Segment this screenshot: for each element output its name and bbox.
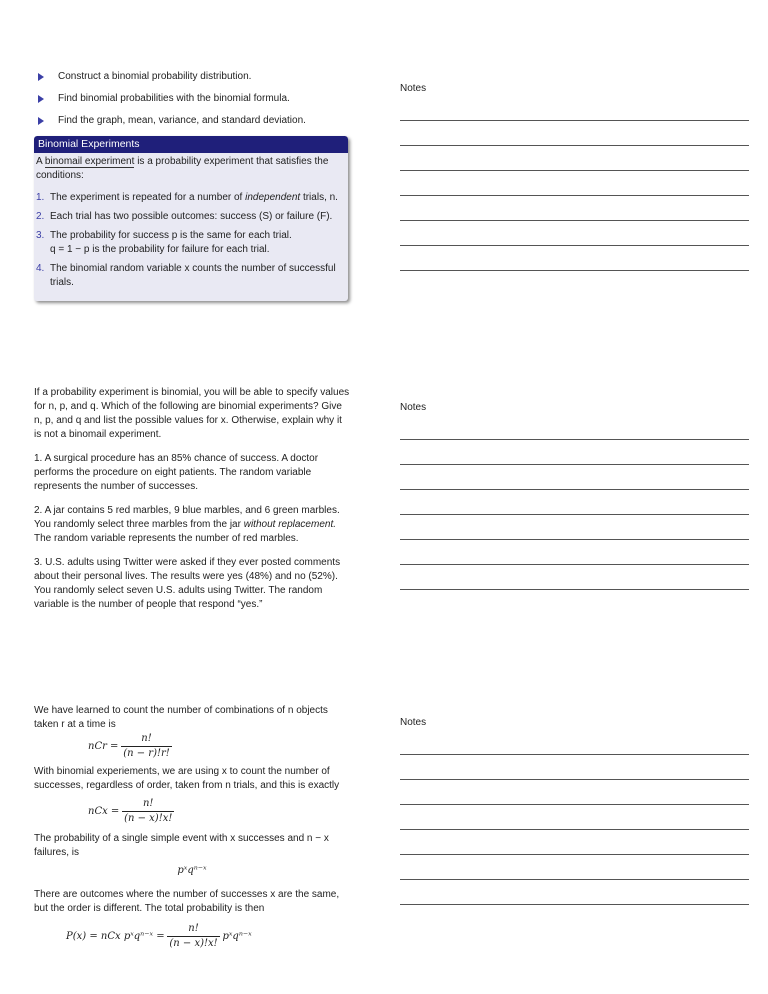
notes-line [400,589,749,590]
notes-line [400,564,749,565]
slide-2 [34,386,350,622]
notes-line [400,145,749,146]
formula-ncr: nCr = $\frac{n!}{(n - r)!r!}$ [88,733,170,759]
notes-line [400,829,749,830]
intro-paragraph: If a probability experiment is binomial, you will be able to specify values for n, p, and q. Which of the following are binomial experiments? Give n, p, and q and list the possible values for x. Otherwise, explain why it is not a binomail experiment. [34,387,350,440]
notes-line [400,754,749,755]
condition-item: 4. The binomial random variable x counts the number of successful trials. [36,263,336,288]
definition-block [34,136,348,301]
notes-label: Notes [400,717,427,728]
notes-line [400,220,749,221]
notes-line [400,779,749,780]
notes-line [400,120,749,121]
combinations-paragraph: We have learned to count the number of combinations of n objects taken r at a time is [34,705,328,730]
notes-section-3 [400,716,749,905]
notes-label: Notes [400,402,427,413]
goal-item: Find binomial probabilities with the binomial formula. [58,92,350,106]
goal-item: Find the graph, mean, variance, and standard deviation. [58,114,350,128]
formula-ncx: nCx = $\frac{n!}{(n - x)!x!}$ [88,798,173,824]
notes-line [400,489,749,490]
notes-line [400,195,749,196]
single-event-paragraph: The probability of a single simple event with x successes and n − x failures, is [34,833,329,858]
definition-term: binomail experiment [44,156,135,167]
triangle-bullet-icon [38,95,44,103]
notes-line [400,514,749,515]
notes-line [400,170,749,171]
notes-line [400,854,749,855]
binomial-count-paragraph: With binomial experiements, we are using x to count the number of successes, regardless of order, taken from n trials, and this is exactly [34,766,340,791]
block-title: Binomial Experiments [34,136,348,153]
total-probability-paragraph: There are outcomes where the number of successes x are the same, but the order is different. The total probability is then [34,889,340,914]
block-body [34,153,348,301]
triangle-bullet-icon [38,73,44,81]
formula-single-event: pˣqⁿ⁻ˣ [177,865,207,876]
condition-item: 2. Each trial has two possible outcomes: success (S) or failure (F). [36,211,333,222]
notes-line [400,464,749,465]
goals-list [34,70,350,128]
notes-line [400,904,749,905]
triangle-bullet-icon [38,117,44,125]
condition-item: 3. The probability for success p is the same for each trial. q = 1 − p is the probability for failure for each trial. [36,230,292,255]
notes-section-1 [400,82,749,271]
notes-line [400,539,749,540]
condition-item: 1. The experiment is repeated for a number of independent trials, n. [36,192,338,203]
slide-3 [34,704,350,951]
slide-1 [34,70,350,301]
question-1: 1. A surgical procedure has an 85% chance of success. A doctor performs the procedure on eight patients. The random variable represents the number of successes. [34,453,319,492]
goal-item: Construct a binomial probability distribution. [58,70,350,84]
notes-line [400,245,749,246]
notes-label: Notes [400,83,427,94]
question-3: 3. U.S. adults using Twitter were asked if they ever posted comments about their personal lives. The results were yes (48%) and no (52%). You randomly select seven U.S. adults using Twitter. The random variable is the number of people that respond “yes.” [34,557,341,610]
formula-binomial: P(x) = nCx pˣqⁿ⁻ˣ = $\frac{n!}{(n - x)!x!}$ pˣqⁿ⁻ˣ [66,923,252,949]
notes-line [400,804,749,805]
notes-line [400,439,749,440]
question-2: 2. A jar contains 5 red marbles, 9 blue marbles, and 6 green marbles. You randomly select three marbles from the jar without replacement. The random variable represents the number of red marbles. [34,505,340,544]
notes-section-2 [400,401,749,590]
definition-text: A binomail experiment is a probability experiment that satisfies the conditions: [36,156,329,181]
notes-line [400,879,749,880]
notes-line [400,270,749,271]
conditions-list [36,191,344,290]
